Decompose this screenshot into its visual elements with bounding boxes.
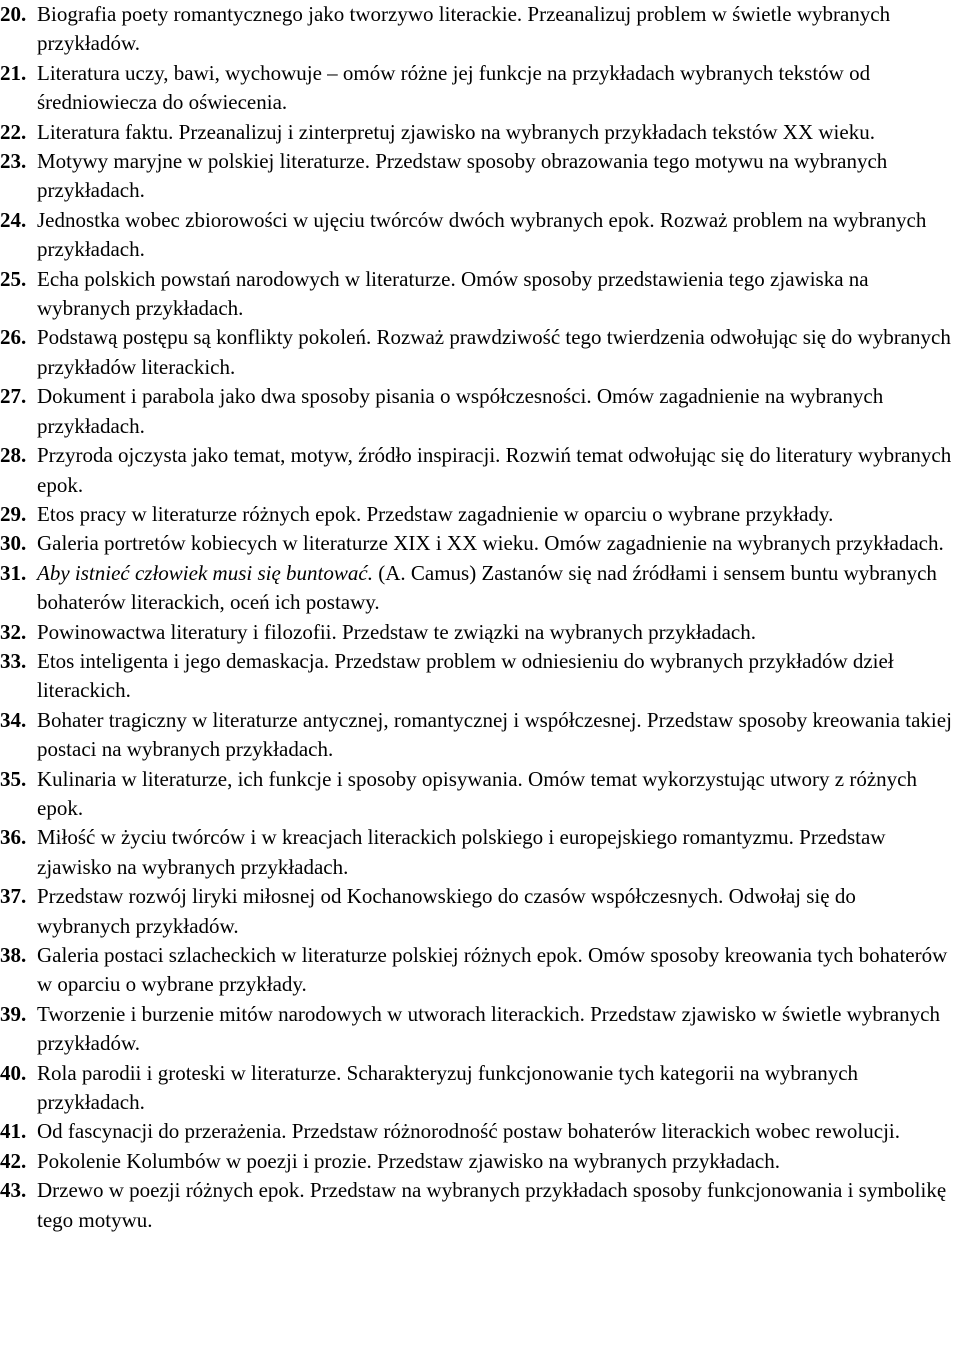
- list-item: [0, 882, 954, 941]
- item-text: Literatura uczy, bawi, wychowuje – omów różne jej funkcje na przykładach wybranych tekstów od średniowiecza do oświecenia.: [37, 60, 871, 115]
- item-number: 39.: [0, 1001, 27, 1026]
- list-item: [0, 823, 954, 882]
- item-number: 37.: [0, 884, 27, 909]
- item-text: Drzewo w poezji różnych epok. Przedstaw na wybranych przykładach sposoby funkcjonowania i symbolikę tego motywu.: [37, 1178, 947, 1232]
- item-number: 27.: [0, 384, 27, 409]
- item-text: Motywy maryjne w polskiej literaturze. Przedstaw sposoby obrazowania tego motywu na wybranych przykładach.: [37, 149, 888, 203]
- item-number: 42.: [0, 1148, 27, 1173]
- item-text: Jednostka wobec zbiorowości w ujęciu twórców dwóch wybranych epok. Rozważ problem na wybranych przykładach.: [37, 207, 927, 262]
- list-item: [0, 59, 954, 118]
- item-text: Powinowactwa literatury i filozofii. Przedstaw te związki na wybranych przykładach.: [37, 619, 756, 644]
- item-text: Bohater tragiczny w literaturze antycznej, romantycznej i współczesnej. Przedstaw sposoby kreowania takiej postaci na wybranych przykładach.: [37, 707, 952, 762]
- item-number: 33.: [0, 648, 27, 673]
- item-text: Echa polskich powstań narodowych w literaturze. Omów sposoby przedstawienia tego zjawiska na wybranych przykładach.: [37, 266, 869, 321]
- item-text: Galeria postaci szlacheckich w literaturze polskiej różnych epok. Omów sposoby kreowania tych bohaterów w oparciu o wybrane przykłady.: [37, 943, 948, 997]
- item-text: Tworzenie i burzenie mitów narodowych w utworach literackich. Przedstaw zjawisko w świetle wybranych przykładów.: [37, 1001, 940, 1056]
- item-number: 35.: [0, 766, 27, 791]
- item-number: 23.: [0, 149, 27, 174]
- item-number: 43.: [0, 1178, 27, 1203]
- list-item: [0, 1117, 954, 1146]
- item-number: 25.: [0, 266, 27, 291]
- item-number: 31.: [0, 560, 27, 585]
- list-item: [0, 529, 954, 558]
- item-text: Rola parodii i groteski w literaturze. Scharakteryzuj funkcjonowanie tych kategorii na wybranych przykładach.: [37, 1060, 859, 1115]
- item-number: 21.: [0, 60, 27, 85]
- item-number: 34.: [0, 707, 27, 732]
- item-text: Podstawą postępu są konflikty pokoleń. Rozważ prawdziwość tego twierdzenia odwołując się do wybranych przykładów literackich.: [37, 325, 951, 379]
- list-item: [0, 1147, 954, 1176]
- item-number: 30.: [0, 531, 27, 556]
- item-text: (A. Camus) Zastanów się nad źródłami i sensem buntu wybranych bohaterów literackich, oceń ich postawy.: [37, 560, 937, 615]
- item-text: Etos inteligenta i jego demaskacja. Przedstaw problem w odniesieniu do wybranych przykładów dzieł literackich.: [37, 648, 894, 703]
- list-item: [0, 941, 954, 1000]
- item-number: 22.: [0, 119, 27, 144]
- item-text: Biografia poety romantycznego jako tworzywo literackie. Przeanalizuj problem w świetle wybranych przykładów.: [37, 2, 891, 56]
- list-item: [0, 206, 954, 265]
- item-text: Przedstaw rozwój liryki miłosnej od Kochanowskiego do czasów współczesnych. Odwołaj się do wybranych przykładów.: [37, 884, 856, 938]
- item-number: 26.: [0, 325, 27, 350]
- item-text: Miłość w życiu twórców i w kreacjach literackich polskiego i europejskiego romantyzmu. Przedstaw zjawisko na wybranych przykładach.: [37, 825, 886, 879]
- list-item: [0, 618, 954, 647]
- list-item: [0, 706, 954, 765]
- item-text: Od fascynacji do przerażenia. Przedstaw różnorodność postaw bohaterów literackich wobec rewolucji.: [37, 1119, 900, 1144]
- list-item: [0, 323, 954, 382]
- item-number: 28.: [0, 443, 27, 468]
- list-item: [0, 647, 954, 706]
- item-number: 24.: [0, 207, 27, 232]
- item-number: 36.: [0, 825, 27, 850]
- item-number: 38.: [0, 943, 27, 967]
- item-text: Literatura faktu. Przeanalizuj i zinterpretuj zjawisko na wybranych przykładach tekstów XX wieku.: [37, 119, 875, 144]
- list-item: [0, 0, 954, 59]
- item-number: 29.: [0, 501, 27, 526]
- item-text: Kulinaria w literaturze, ich funkcje i sposoby opisywania. Omów temat wykorzystując utwory z różnych epok.: [37, 766, 918, 820]
- item-text: Etos pracy w literaturze różnych epok. Przedstaw zagadnienie w oparciu o wybrane przykłady.: [37, 501, 834, 526]
- list-item: [0, 765, 954, 824]
- item-number: 32.: [0, 619, 27, 644]
- item-text: Galeria portretów kobiecych w literaturze XIX i XX wieku. Omów zagadnienie na wybranych przykładach.: [37, 531, 944, 556]
- item-text: Pokolenie Kolumbów w poezji i prozie. Przedstaw zjawisko na wybranych przykładach.: [37, 1148, 780, 1173]
- list-item: [0, 118, 954, 147]
- list-item: [0, 500, 954, 529]
- list-item: [0, 441, 954, 500]
- list-item: [0, 1000, 954, 1059]
- list-item: [0, 265, 954, 324]
- list-item: [0, 147, 954, 206]
- list-item: [0, 559, 954, 618]
- item-quote: Aby istnieć człowiek musi się buntować.: [37, 560, 373, 585]
- item-number: 40.: [0, 1060, 27, 1085]
- item-number: 20.: [0, 2, 27, 26]
- list-item: [0, 1059, 954, 1118]
- item-number: 41.: [0, 1119, 27, 1144]
- item-text: Dokument i parabola jako dwa sposoby pisania o współczesności. Omów zagadnienie na wybranych przykładach.: [37, 384, 884, 438]
- list-item: [0, 1176, 954, 1235]
- item-text: Przyroda ojczysta jako temat, motyw, źródło inspiracji. Rozwiń temat odwołując się do literatury wybranych epok.: [37, 443, 952, 497]
- list-item: [0, 382, 954, 441]
